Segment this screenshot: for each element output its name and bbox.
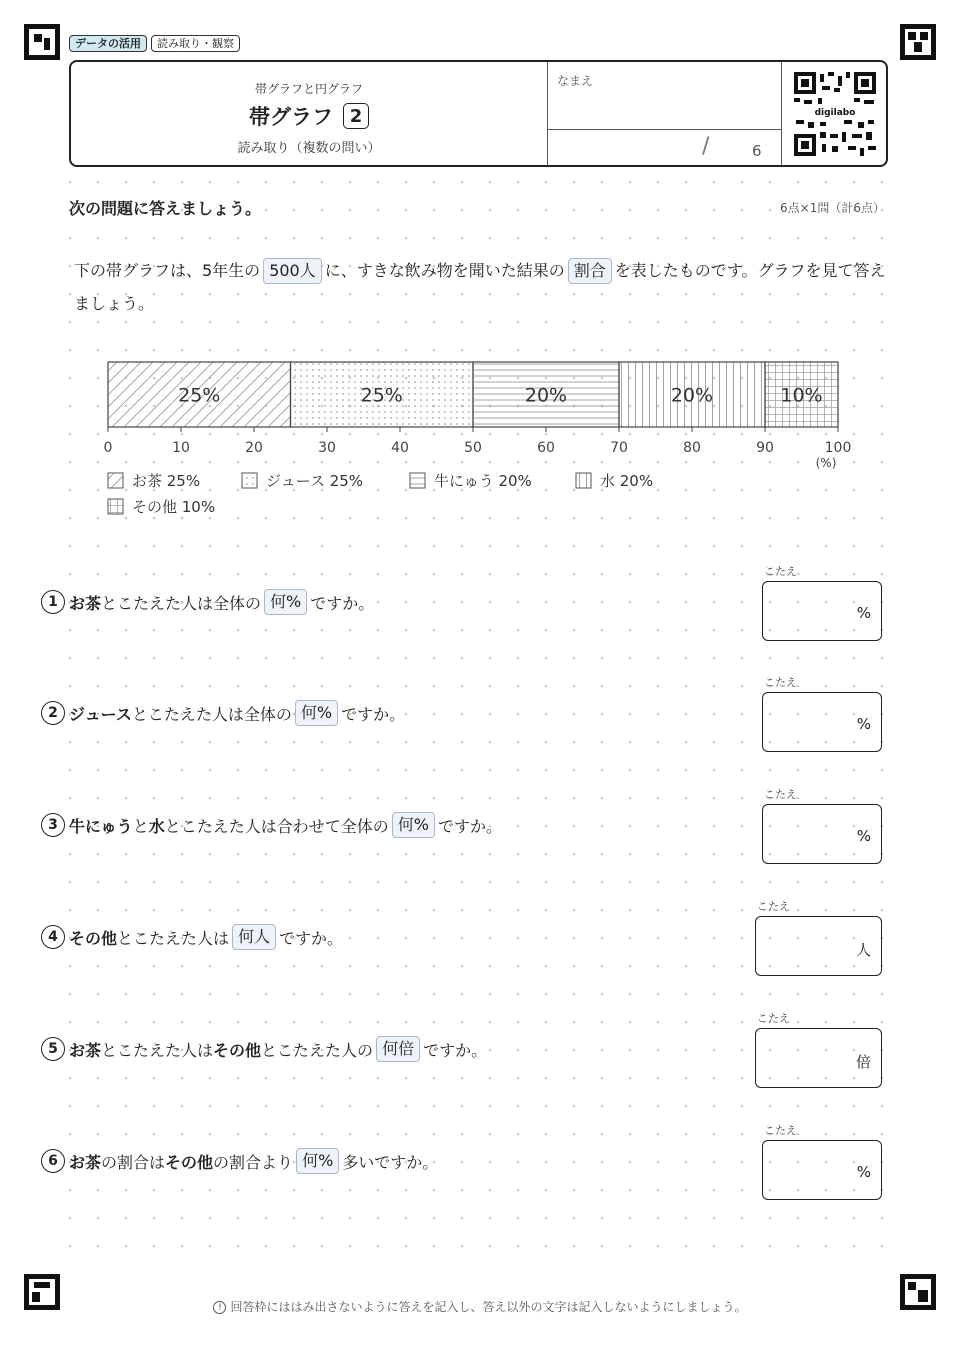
- question-text: ですか。: [310, 593, 375, 613]
- question-keyword: お茶: [69, 593, 102, 613]
- x-tick-label-3: 30: [318, 440, 336, 456]
- answer-box-1[interactable]: [762, 581, 882, 641]
- worksheet-title-sub: 読み取り（複数の問い）: [237, 141, 381, 156]
- band-segment-label-2: 25%: [360, 384, 403, 407]
- legend-swatch-5: [108, 499, 123, 514]
- legend-label-2: ジュース 25%: [266, 472, 364, 490]
- intro-part2: に、すきな飲み物を聞いた結果の: [324, 261, 565, 280]
- intro-highlight-ratio: 割合: [568, 258, 612, 284]
- question-highlight: 何倍: [376, 1036, 420, 1062]
- answer-label: こたえ: [757, 900, 790, 913]
- answer-unit: 倍: [855, 1053, 871, 1071]
- legend-label-5: その他 10%: [132, 498, 216, 516]
- question-text: ですか。: [279, 928, 344, 948]
- legend-label-4: 水 20%: [600, 472, 654, 490]
- qr-code-icon: [794, 72, 876, 156]
- question-highlight: 何%: [392, 812, 435, 838]
- question-keyword: その他: [213, 1040, 262, 1060]
- question-keyword: お茶: [69, 1040, 102, 1060]
- legend-label-3: 牛にゅう 20%: [434, 472, 532, 490]
- footer-note: [0, 1298, 960, 1315]
- answer-box-2[interactable]: [762, 692, 882, 752]
- question-number: 4: [41, 925, 65, 949]
- qr-brand-text: digilabo: [814, 108, 856, 118]
- x-tick-label-0: 0: [103, 440, 113, 456]
- question-number: 3: [41, 813, 65, 837]
- x-tick-label-8: 80: [683, 440, 701, 456]
- band-segment-label-5: 10%: [780, 384, 823, 407]
- band-segment-label-3: 20%: [524, 384, 568, 407]
- question-text: の割合より: [213, 1152, 294, 1172]
- answer-label: こたえ: [764, 788, 797, 801]
- question-text: と: [132, 816, 149, 836]
- question-keyword: ジュース: [69, 704, 132, 724]
- qr-code-area: [781, 62, 887, 165]
- band-segment-label-4: 20%: [670, 384, 714, 407]
- answer-box-4[interactable]: [755, 916, 882, 976]
- name-divider: [547, 129, 781, 130]
- question-highlight: 何人: [232, 924, 276, 950]
- intro-highlight-people: 500人: [263, 258, 322, 284]
- question-4: [41, 924, 343, 950]
- question-keyword: 牛にゅう: [69, 816, 133, 836]
- answer-unit: %: [856, 604, 871, 622]
- tag-reading-observation: 読み取り・観察: [151, 35, 240, 52]
- question-number: 6: [41, 1149, 65, 1173]
- band-graph: [100, 355, 900, 530]
- instruction-text: 次の問題に答えましょう。: [69, 199, 262, 218]
- title-row: [71, 101, 547, 131]
- corner-marker-top-left: [24, 24, 60, 60]
- x-tick-label-10: 100: [824, 440, 852, 456]
- question-2: [41, 700, 405, 726]
- question-number: 2: [41, 701, 65, 725]
- band-segment-label-1: 25%: [178, 384, 221, 407]
- answer-unit: %: [856, 1163, 871, 1181]
- question-text: ですか。: [437, 816, 502, 836]
- intro-part1: 下の帯グラフは、5年生の: [74, 261, 261, 280]
- question-text: 多いですか。: [342, 1152, 439, 1172]
- question-text: とこたえた人は: [117, 928, 230, 948]
- worksheet-number: 2: [343, 103, 369, 129]
- intro-part3: を表したものです。グラフを見て答えましょう。: [74, 261, 886, 313]
- question-number: 5: [41, 1037, 65, 1061]
- question-keyword: その他: [165, 1152, 214, 1172]
- question-text: ですか。: [423, 1040, 488, 1060]
- points-text: 6点×1問（計6点）: [780, 201, 885, 215]
- x-tick-label-6: 60: [537, 440, 555, 456]
- question-highlight: 何%: [296, 1148, 339, 1174]
- x-tick-label-5: 50: [464, 440, 482, 456]
- legend-swatch-4: [576, 473, 591, 488]
- question-keyword: 水: [148, 816, 165, 836]
- info-icon: !: [213, 1301, 226, 1314]
- question-keyword: お茶: [69, 1152, 102, 1172]
- name-label: なまえ: [557, 74, 594, 88]
- x-tick-label-7: 70: [610, 440, 628, 456]
- name-area[interactable]: [547, 62, 781, 165]
- question-3: [41, 812, 502, 838]
- footer-text: 回答枠にははみ出さないように答えを記入し、答え以外の文字は記入しないようにしましょう。: [230, 1300, 747, 1314]
- legend-swatch-3: [410, 473, 425, 488]
- intro-text: [74, 254, 894, 320]
- answer-label: こたえ: [764, 676, 797, 689]
- question-text: ですか。: [341, 704, 406, 724]
- x-tick-label-4: 40: [391, 440, 409, 456]
- question-text: とこたえた人は全体の: [131, 704, 292, 724]
- legend-label-1: お茶 25%: [132, 472, 201, 490]
- category-tags: [69, 35, 240, 52]
- answer-unit: %: [856, 827, 871, 845]
- question-keyword: その他: [69, 928, 118, 948]
- answer-box-6[interactable]: [762, 1140, 882, 1200]
- question-text: とこたえた人は: [101, 1040, 214, 1060]
- worksheet-subtitle: 帯グラフと円グラフ: [254, 82, 363, 96]
- question-text: とこたえた人の: [261, 1040, 374, 1060]
- title-area: [71, 62, 548, 165]
- score-total: 6: [752, 142, 762, 160]
- question-text: の割合は: [101, 1152, 166, 1172]
- question-text: とこたえた人は合わせて全体の: [164, 816, 389, 836]
- answer-label: こたえ: [764, 565, 797, 578]
- question-highlight: 何%: [264, 589, 307, 615]
- answer-unit: %: [856, 715, 871, 733]
- question-text: とこたえた人は全体の: [101, 593, 262, 613]
- x-axis-unit: (%): [815, 456, 837, 470]
- question-number: 1: [41, 590, 65, 614]
- legend-swatch-2: [242, 473, 257, 488]
- tag-data-usage: データの活用: [69, 35, 147, 52]
- answer-box-3[interactable]: [762, 804, 882, 864]
- x-tick-label-9: 90: [756, 440, 774, 456]
- worksheet-header: [69, 60, 888, 167]
- question-6: [41, 1148, 438, 1174]
- worksheet-title: 帯グラフ: [249, 105, 333, 129]
- x-tick-label-2: 20: [245, 440, 263, 456]
- x-tick-label-1: 10: [172, 440, 190, 456]
- answer-box-5[interactable]: [755, 1028, 882, 1088]
- answer-unit: 人: [855, 941, 871, 959]
- answer-label: こたえ: [757, 1012, 790, 1025]
- legend-swatch-1: [108, 473, 123, 488]
- score-slash: /: [702, 134, 710, 159]
- answer-label: こたえ: [764, 1124, 797, 1137]
- question-highlight: 何%: [295, 700, 338, 726]
- question-5: [41, 1036, 487, 1062]
- question-1: [41, 589, 374, 615]
- corner-marker-top-right: [900, 24, 936, 60]
